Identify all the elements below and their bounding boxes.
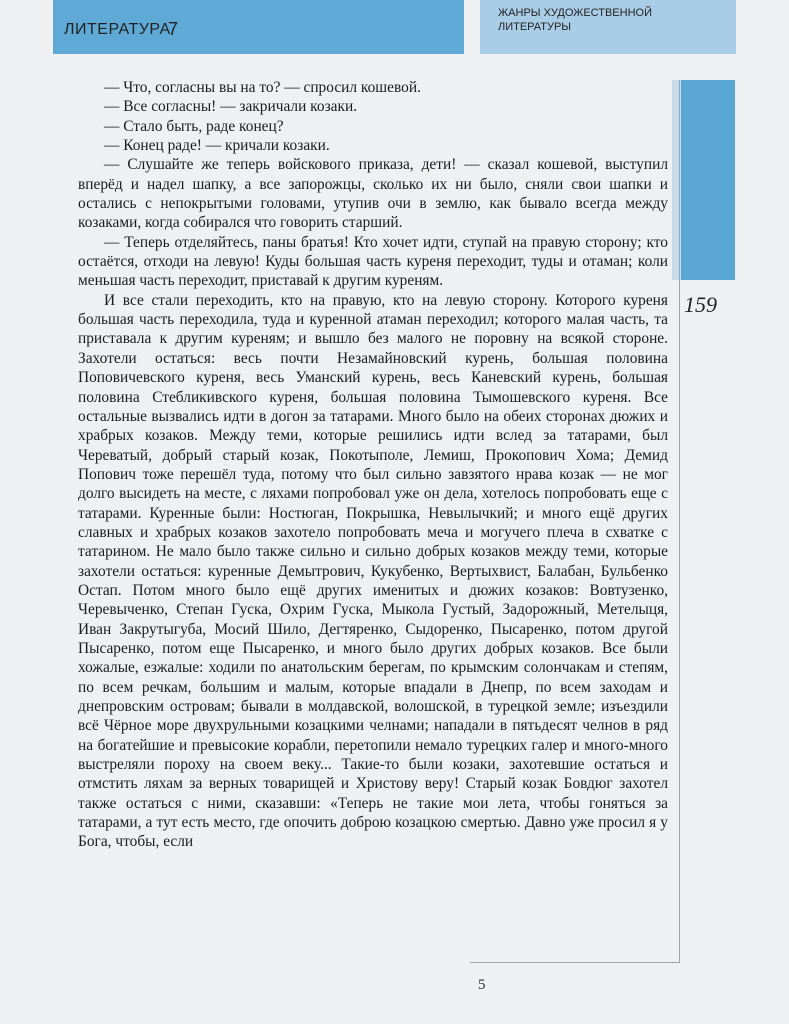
frame-bottom-line	[470, 962, 680, 963]
page-number: 159	[684, 292, 717, 317]
subject-title: ЛИТЕРАТУРА	[64, 21, 171, 38]
side-accent-bar	[681, 80, 735, 280]
body-text	[78, 78, 668, 852]
grade-number: 7	[168, 19, 179, 39]
paragraph: — Стало быть, раде конец?	[104, 117, 284, 135]
paragraph: — Слушайте же теперь войскового приказа, дети! — сказал кошевой, выступил вперёд и надел шапку, а все запорожцы, сколько их ни было, сняли свои шапки и остались с непокрытыми головами, утупив очи в землю, как бывало всегда между козаками, когда собирался что говорить старший.	[78, 156, 668, 232]
section-title: ЖАНРЫ ХУДОЖЕСТВЕННОЙ ЛИТЕРАТУРЫ	[498, 7, 652, 33]
paragraph: И все стали переходить, кто на правую, кто на левую сторону. Которого куреня большая часть переходила, туда и куренной атаман переходил; которого малая часть, та приставала к другим куреням; и вышло без малого не поровну на всякой стороне. Захотели остаться: весь почти Незамайновский курень, большая половина Поповичевского куреня, весь Уманский курень, весь Каневский курень, большая половина Стебликивского куреня, большая половина Тымошевского куреня. Все остальные вызвались идти в догон за татарами. Много было на обеих сторонах дюжих и храбрых козаков. Между теми, которые решились идти вслед за татарами, был Череватый, добрый старый козак, Покотыполе, Лемиш, Прокопович Хома; Демид Попович тоже перешёл туда, потому что был сильно завзятого нрава козак — не мог долго высидеть на месте, с ляхами попробовал уже он дела, хотелось попробовать еще с татарами. Куренные были: Ностюган, Покрышка, Невылычкий; и много ещё других славных и храбрых козаков захотело попробовать меча и могучего плеча в схватке с татарином. Не мало было также сильно и сильно добрых козаков между теми, которые захотели остаться: куренные Демытрович, Кукубенко, Вертыхвист, Балабан, Бульбенко Остап. Потом много было ещё других именитых и дюжих козаков: Вовтузенко, Черевыченко, Степан Гуска, Охрим Гуска, Мыкола Густый, Задорожный, Метелыця, Иван Закрутыгуба, Мосий Шило, Дегтяренко, Сыдоренко, Пысаренко, потом другой Пысаренко, потом еще Пысаренко, и много было других добрых козаков. Все были хожалые, езжалые: ходили по анатольским берегам, по крымским солончакам и степям, по всем речкам, большим и малым, которые впадали в Днепр, по всем заходам и днепровским островам; бывали в молдавской, волошской, в турецкой земле; изъездили всё Чёрное море двухрульными козацкими челнами; нападали в пятьдесят челнов в ряд на богатейшие и превысокие корабли, перетопили немало турецких галер и много-много выстреляли пороху на своем веку... Такие-то были козаки, захотевшие остаться и отмстить ляхам за верных товарищей и Христову веру! Старый козак Бовдюг захотел также остаться с ними, сказавши: «Теперь не такие мои лета, чтобы гоняться за татарами, а тут есть место, где опочить доброю козацкою смертью. Давно уже просил я у Бога, чтобы, если	[78, 291, 668, 851]
paragraph: — Теперь отделяйтесь, паны братья! Кто хочет идти, ступай на правую сторону; кто остаётся, отходи на левую! Куды большая часть куреня переходит, туды и отаман; коли меньшая часть переходит, приставай к другим куреням.	[78, 233, 668, 290]
frame-right-line	[679, 80, 680, 962]
paragraph: — Все согласны! — закричали козаки.	[104, 98, 358, 116]
paragraph: — Что, согласны вы на то? — спросил кошевой.	[104, 79, 421, 96]
footer-mark: 5	[478, 977, 486, 993]
paragraph: — Конец раде! — кричали козаки.	[104, 137, 330, 155]
